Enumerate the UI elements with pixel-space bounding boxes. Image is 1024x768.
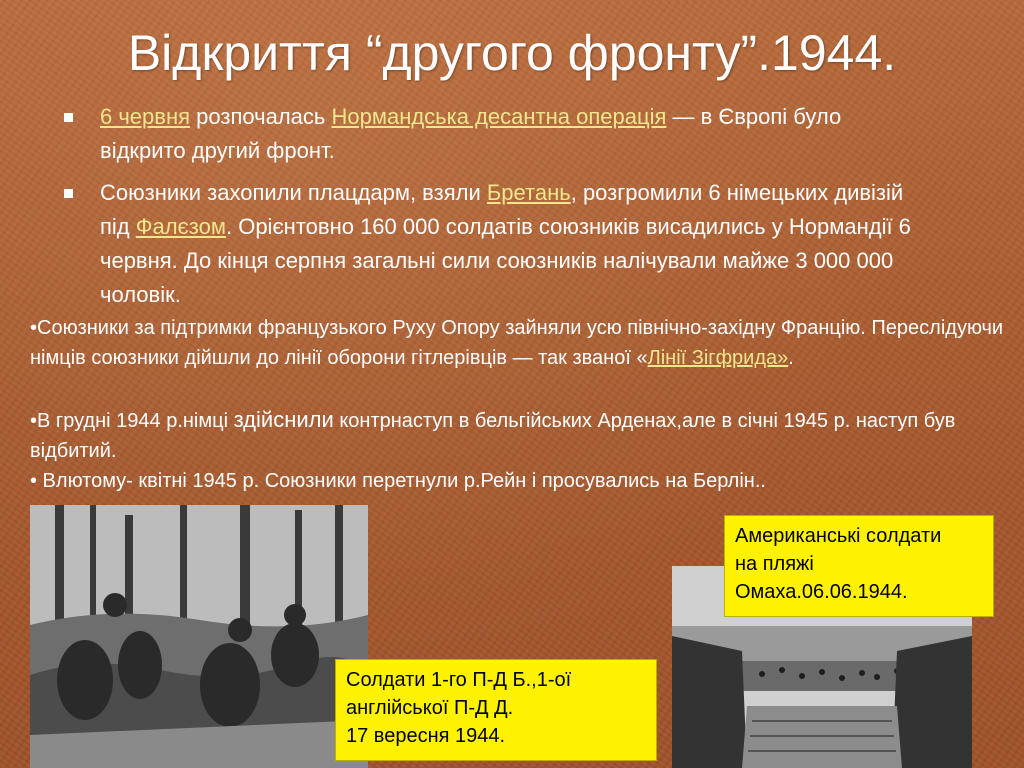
caption-left-line-1: Солдати 1-го П-Д Б.,1-ої — [346, 669, 572, 691]
caption-right-line-1: Американські солдати — [735, 525, 942, 547]
bullet1-text-2: — в Європі було відкрито другий фронт. — [100, 104, 842, 163]
caption-left-line-2: англійської П-Д Д. — [346, 697, 514, 719]
bullet-item-allies — [62, 176, 932, 312]
caption-british-soldiers — [335, 659, 657, 761]
para2-text-big: здійснили — [233, 407, 334, 432]
para2-text-1: •В грудні 1944 р.німці — [30, 410, 234, 432]
battle-photo-image — [30, 505, 368, 768]
bullet2-text-3: . Орієнтовно 160 000 солдатів союзників висадились у Нормандії 6 червня. До кінця серпня загальні сили союзників налічували майже 3 000 000 чоловік. — [100, 214, 911, 307]
para2-text-2: контрнаступ в бельгійських Арденах,але в січні 1945 р. наступ був відбитий. — [30, 410, 956, 462]
caption-omaha-beach — [724, 515, 994, 617]
link-brittany[interactable]: Бретань — [486, 180, 571, 205]
square-bullet-icon — [64, 189, 73, 198]
link-siegfried-line[interactable]: Лінії Зігфрида» — [647, 347, 789, 369]
bullet-list — [62, 100, 932, 320]
bullet2-text-1: Союзники захопили плацдарм, взяли — [100, 180, 487, 205]
slide-title: Відкриття “другого фронту”.1944. — [127, 25, 897, 81]
paragraph-ardennes — [30, 405, 1015, 466]
para1-text-1: •Союзники за підтримки французького Руху Опору зайняли усю північно-західну Францію. Переслідуючи німців союзники дійшли до лінії оборони гітлерівців — так званої « — [30, 317, 1004, 369]
link-normandy-operation[interactable]: Нормандська десантна операція — [331, 104, 667, 129]
photo-british-soldiers — [30, 505, 368, 768]
caption-right-line-2: на пляжі — [735, 553, 814, 575]
paragraph-resistance — [30, 313, 1015, 373]
bullet1-text-1: розпочалась — [190, 104, 332, 129]
caption-right-line-3: Омаха.06.06.1944. — [735, 581, 908, 603]
link-6-june[interactable]: 6 червня — [100, 104, 191, 129]
paragraph-rhine: • Влютому- квітні 1945 р. Союзники перетнули р.Рейн і просувались на Берлін.. — [30, 470, 766, 492]
bullet2-text-2: , розгромили 6 німецьких дивізій під — [100, 180, 904, 239]
caption-left-line-3: 17 вересня 1944. — [346, 725, 506, 747]
para1-text-2: . — [788, 347, 794, 369]
bullet-item-normandy — [62, 100, 932, 168]
square-bullet-icon — [64, 113, 73, 122]
link-falaise[interactable]: Фалєзом — [135, 214, 226, 239]
